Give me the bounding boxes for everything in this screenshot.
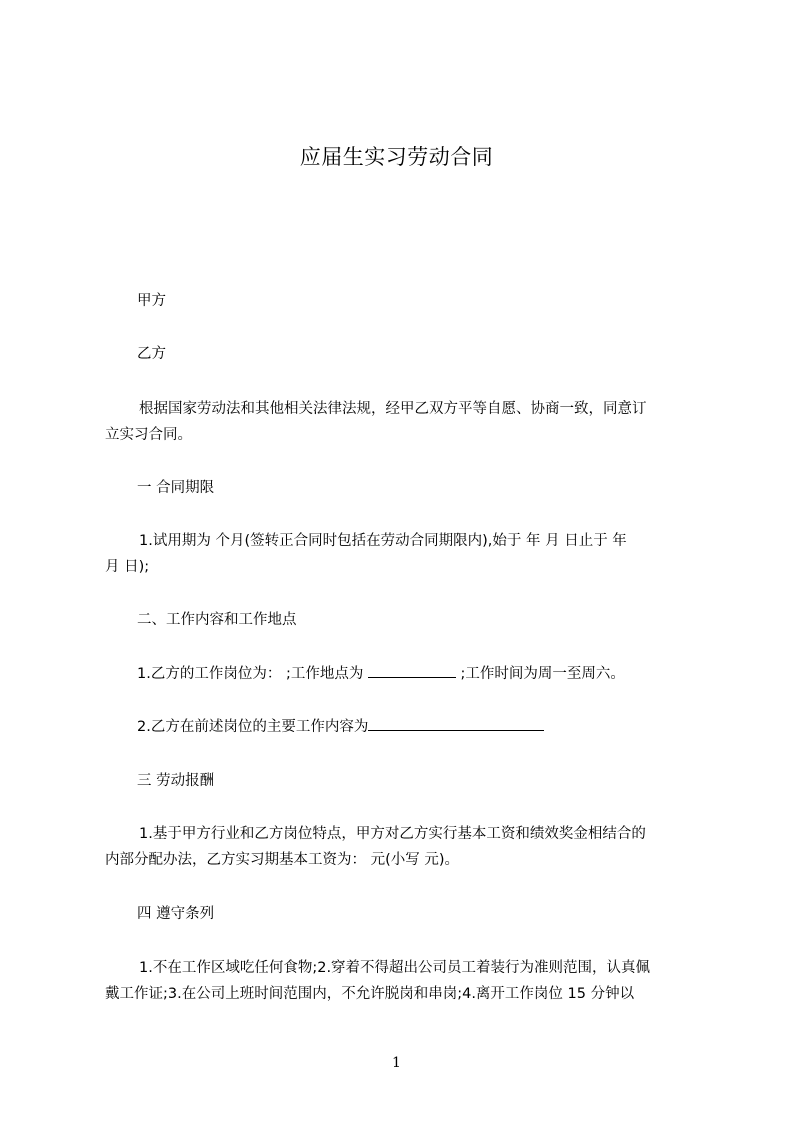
party-a-label: 甲方 <box>137 293 166 309</box>
workplace-blank <box>368 663 456 678</box>
section-4-heading: 四 遵守条列 <box>137 906 215 922</box>
s4-p1-line-1: 1.不在工作区域吃任何食物;2.穿着不得超出公司员工着装行为准则范围，认真佩 <box>139 960 651 976</box>
section-1-heading: 一 合同期限 <box>137 480 215 496</box>
section-2-paragraph-1 <box>105 661 737 687</box>
s2-p1-part-b: ;工作时间为周一至周六。 <box>455 666 625 682</box>
section-4-paragraph-1 <box>105 955 701 1007</box>
section-2-heading: 二、工作内容和工作地点 <box>137 612 297 628</box>
page-number: 1 <box>392 1055 401 1071</box>
s1-p1-line-2: 月 日); <box>105 559 150 575</box>
section-3-paragraph-1 <box>105 821 701 873</box>
s1-p1-line-1: 1.试用期为 个月(签转正合同时包括在劳动合同期限内),始于 年 月 日止于 年 <box>139 533 627 549</box>
intro-paragraph <box>105 396 701 448</box>
s3-p1-line-1: 1.基于甲方行业和乙方岗位特点，甲方对乙方实行基本工资和绩效奖金相结合的 <box>139 826 646 842</box>
contract-title: 应届生实习劳动合同 <box>299 145 494 169</box>
s4-p1-line-2: 戴工作证;3.在公司上班时间范围内，不允许脱岗和串岗;4.离开工作岗位 15 分钟以 <box>105 986 635 1002</box>
s2-p1-part-a: 1.乙方的工作岗位为： ;工作地点为 <box>137 666 368 682</box>
s2-p2-text: 2.乙方在前述岗位的主要工作内容为 <box>137 719 369 735</box>
job-content-blank <box>368 716 544 731</box>
party-b-label: 乙方 <box>137 346 166 362</box>
section-2-paragraph-2 <box>105 714 737 740</box>
section-1-paragraph-1 <box>105 528 701 580</box>
s3-p1-line-2: 内部分配办法，乙方实习期基本工资为： 元(小写 元)。 <box>105 852 460 868</box>
intro-line-1: 根据国家劳动法和其他相关法律法规，经甲乙双方平等自愿、协商一致，同意订 <box>139 401 647 417</box>
intro-line-2: 立实习合同。 <box>105 427 192 443</box>
section-3-heading: 三 劳动报酬 <box>137 773 215 789</box>
